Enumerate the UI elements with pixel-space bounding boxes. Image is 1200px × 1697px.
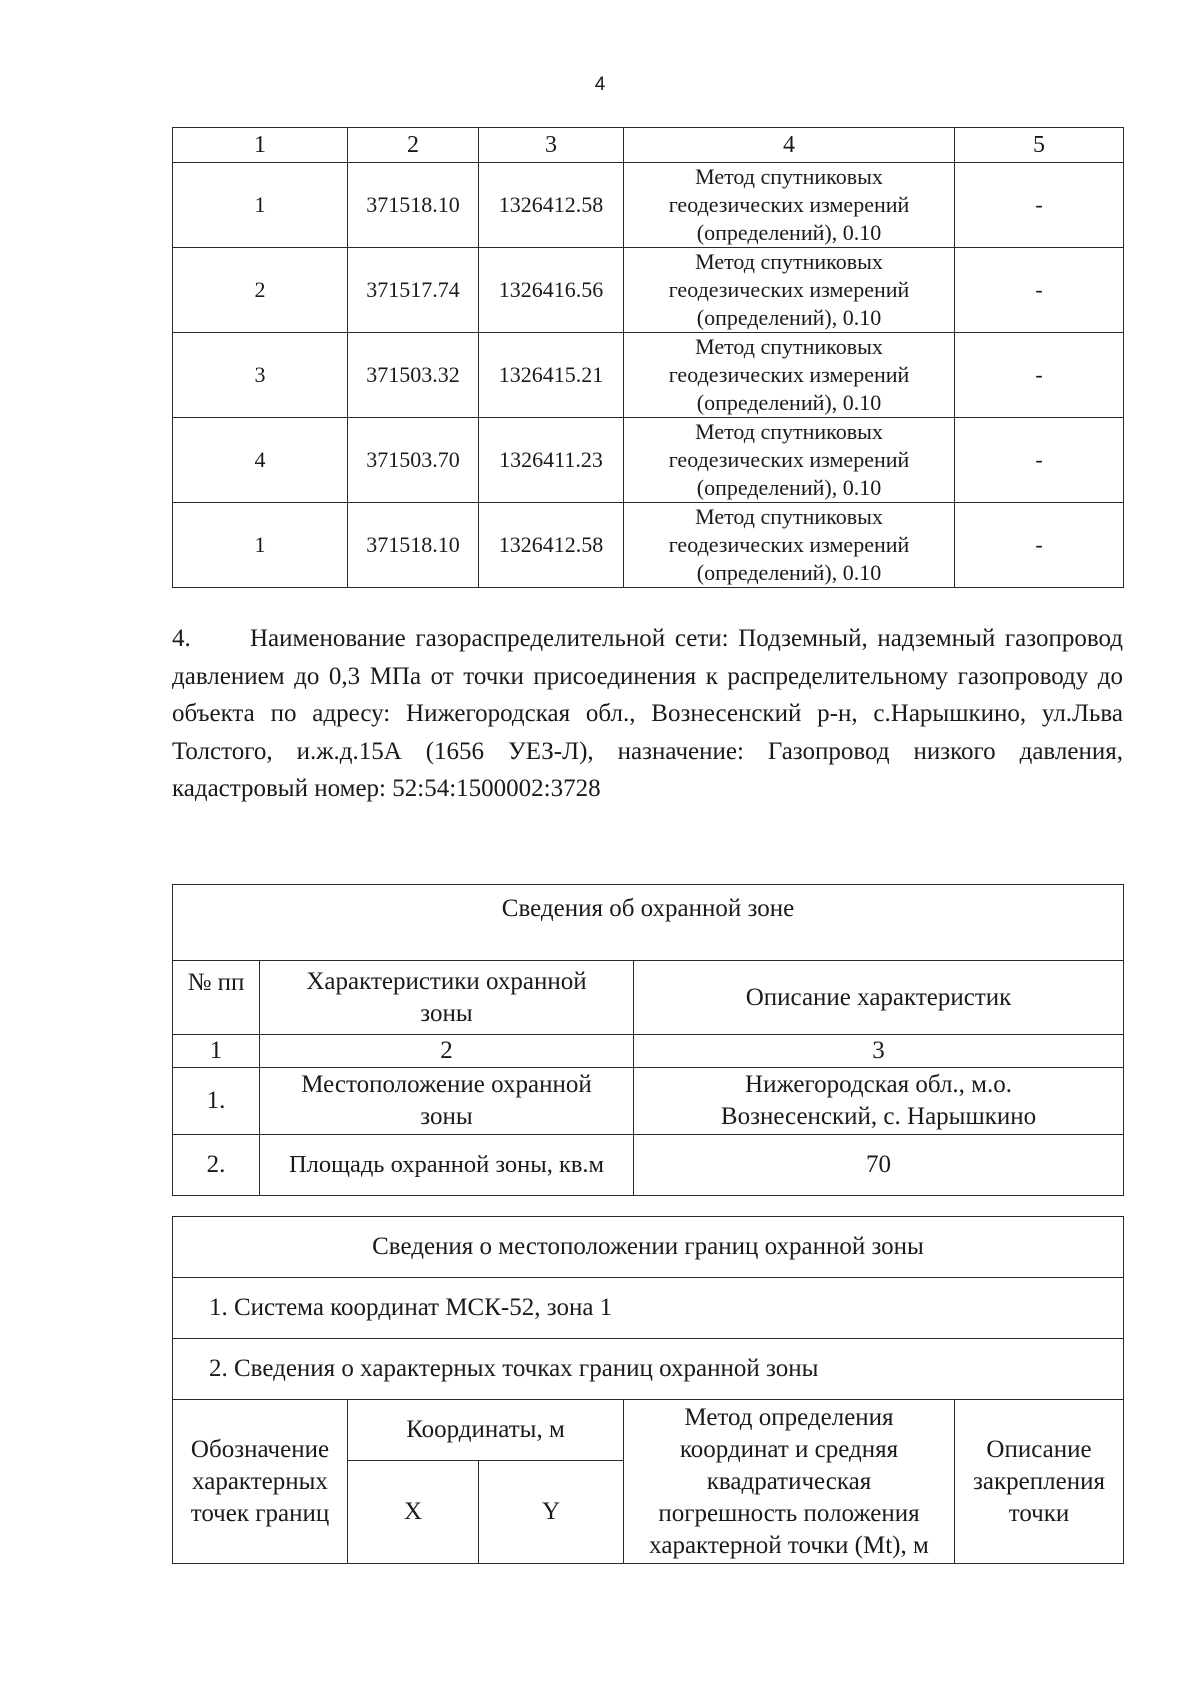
page-number: 4 (594, 74, 606, 95)
y-coordinate: 1326412.58 (479, 503, 624, 588)
coordinate-system-line: 1. Система координат МСК-52, зона 1 (173, 1278, 1124, 1339)
method-line: Метод спутниковых (695, 419, 883, 444)
column-header-point-designation (173, 1400, 348, 1564)
method-line: геодезических измерений (668, 192, 910, 217)
method-cell (624, 248, 955, 333)
column-header-description: Описание характеристик (634, 961, 1124, 1035)
description-cell (634, 1068, 1124, 1135)
table-row (173, 163, 1124, 248)
method-line: (определений), 0.10 (696, 305, 882, 330)
y-coordinate: 1326411.23 (479, 418, 624, 503)
table-row (173, 503, 1124, 588)
description-cell: - (955, 248, 1124, 333)
paragraph-number: 4. (172, 625, 191, 652)
header-line: зоны (420, 999, 473, 1027)
column-index: 1 (173, 128, 348, 163)
column-index: 2 (260, 1035, 634, 1068)
header-line: точки (1008, 1499, 1070, 1527)
method-line: (определений), 0.10 (696, 475, 882, 500)
column-header-description (955, 1400, 1124, 1564)
method-line: (определений), 0.10 (696, 560, 882, 585)
column-index: 5 (955, 128, 1124, 163)
row-number: 2. (173, 1135, 260, 1196)
cell-line: зоны (420, 1103, 473, 1130)
boundary-location-table (172, 1216, 1124, 1564)
method-cell (624, 418, 955, 503)
header-line: характерной точки (Mt), м (649, 1531, 929, 1559)
table-title: Сведения об охранной зоне (173, 885, 1124, 961)
description-cell: - (955, 163, 1124, 248)
table-row (173, 1339, 1124, 1400)
cell-line: Вознесенский, с. Нарышкино (720, 1103, 1037, 1130)
coordinates-table (172, 127, 1124, 588)
header-line: Описание (986, 1435, 1092, 1463)
header-line: погрешность положения (658, 1499, 920, 1527)
method-line: Метод спутниковых (695, 334, 883, 359)
table-row (173, 1278, 1124, 1339)
column-header-coordinates: Координаты, м (348, 1400, 624, 1461)
description-cell: - (955, 333, 1124, 418)
method-line: (определений), 0.10 (696, 390, 882, 415)
method-line: геодезических измерений (668, 447, 910, 472)
table-title-row (173, 1217, 1124, 1278)
description-cell: - (955, 418, 1124, 503)
header-line: квадратическая (706, 1467, 872, 1495)
table-row (173, 333, 1124, 418)
header-line: закрепления (973, 1467, 1105, 1495)
characteristic-cell: Площадь охранной зоны, кв.м (260, 1135, 634, 1196)
paragraph-text: Наименование газораспределительной сети: Подземный, надземный газопровод давлением до 0,3 МПа от точки присоединения к распределительному газопроводу до объекта по адресу: Нижегородская обл., Вознесенский р-н, с.Нарышкино, ул.Льва Толстого, и.ж.д.15А (1656 УЕЗ-Л), назначение: Газопровод низкого давления, кадастровый номер: 52:54:1500002:3728 (172, 625, 1123, 802)
header-line: координат и средняя (679, 1435, 899, 1463)
table-row (173, 418, 1124, 503)
table-row (173, 248, 1124, 333)
method-cell (624, 503, 955, 588)
table-title: Сведения о местоположении границ охранной зоны (173, 1217, 1124, 1278)
column-header-number: № пп (173, 961, 260, 1035)
method-line: (определений), 0.10 (696, 220, 882, 245)
method-cell (624, 333, 955, 418)
header-line: точек границ (190, 1499, 330, 1527)
x-coordinate: 371517.74 (348, 248, 479, 333)
table-row (173, 1135, 1124, 1196)
protection-zone-table (172, 884, 1124, 1196)
network-description-paragraph (172, 620, 1123, 808)
cell-line: Нижегородская обл., м.о. (745, 1071, 1012, 1098)
method-cell (624, 163, 955, 248)
characteristic-cell (260, 1068, 634, 1135)
description-cell: - (955, 503, 1124, 588)
method-line: Метод спутниковых (695, 249, 883, 274)
column-header-x: X (348, 1461, 479, 1564)
y-coordinate: 1326416.56 (479, 248, 624, 333)
column-index: 4 (624, 128, 955, 163)
x-coordinate: 371503.32 (348, 333, 479, 418)
header-line: характерных (192, 1467, 328, 1495)
row-number: 1. (173, 1068, 260, 1135)
table-row (173, 1068, 1124, 1135)
column-index: 3 (634, 1035, 1124, 1068)
points-info-line: 2. Сведения о характерных точках границ охранной зоны (173, 1339, 1124, 1400)
table-header-row (173, 128, 1124, 163)
point-number: 1 (173, 163, 348, 248)
column-header-characteristics (260, 961, 634, 1035)
table-index-row (173, 1035, 1124, 1068)
method-line: геодезических измерений (668, 362, 910, 387)
x-coordinate: 371503.70 (348, 418, 479, 503)
point-number: 4 (173, 418, 348, 503)
description-cell: 70 (634, 1135, 1124, 1196)
point-number: 2 (173, 248, 348, 333)
table-title-row (173, 885, 1124, 961)
y-coordinate: 1326412.58 (479, 163, 624, 248)
header-line: Обозначение (190, 1435, 330, 1463)
point-number: 1 (173, 503, 348, 588)
header-line: Метод определения (684, 1403, 894, 1431)
table-header-row (173, 1400, 1124, 1461)
header-line: Характеристики охранной (306, 967, 587, 995)
column-header-method (624, 1400, 955, 1564)
method-line: Метод спутниковых (695, 164, 883, 189)
x-coordinate: 371518.10 (348, 163, 479, 248)
method-line: геодезических измерений (668, 532, 910, 557)
column-index: 1 (173, 1035, 260, 1068)
method-line: геодезических измерений (668, 277, 910, 302)
cell-line: Местоположение охранной (301, 1071, 592, 1098)
column-index: 3 (479, 128, 624, 163)
table-header-row (173, 961, 1124, 1035)
x-coordinate: 371518.10 (348, 503, 479, 588)
point-number: 3 (173, 333, 348, 418)
column-index: 2 (348, 128, 479, 163)
method-line: Метод спутниковых (695, 504, 883, 529)
y-coordinate: 1326415.21 (479, 333, 624, 418)
column-header-y: Y (479, 1461, 624, 1564)
